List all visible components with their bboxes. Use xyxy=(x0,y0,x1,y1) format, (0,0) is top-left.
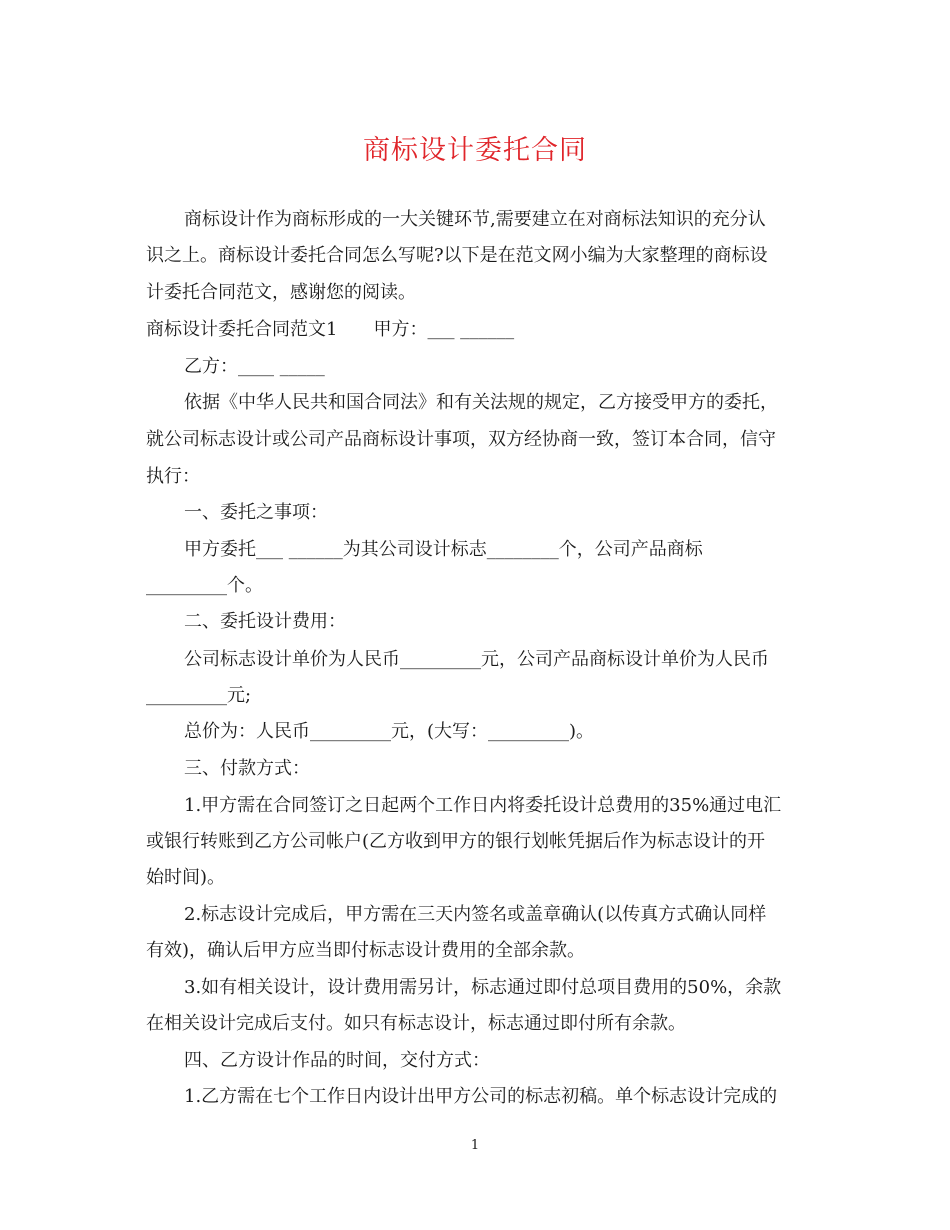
paragraph-line: _________个。 xyxy=(146,575,263,596)
paragraph-line: 乙方：____ _____ xyxy=(184,356,325,377)
paragraph-line: 就公司标志设计或公司产品商标设计事项，双方经协商一致，签订本合同，信守 xyxy=(146,429,776,450)
paragraph-line: 始时间)。 xyxy=(146,867,226,888)
paragraph-line: 识之上。商标设计委托合同怎么写呢?以下是在范文网小编为大家整理的商标设 xyxy=(146,245,768,266)
paragraph-line: 执行： xyxy=(146,466,200,487)
paragraph-line: 2.标志设计完成后，甲方需在三天内签名或盖章确认(以传真方式确认同样 xyxy=(184,904,767,925)
section-heading: 一、委托之事项： xyxy=(184,502,328,523)
section-heading: 二、委托设计费用： xyxy=(184,611,346,632)
paragraph-line: 3.如有相关设计，设计费用需另计，标志通过即付总项目费用的50%，余款 xyxy=(184,977,782,998)
paragraph-line: _________元; xyxy=(146,685,252,706)
paragraph-line: 总价为：人民币_________元，(大写：_________)。 xyxy=(184,721,595,742)
page-number: 1 xyxy=(470,1138,480,1153)
paragraph-line: 1.乙方需在七个工作日内设计出甲方公司的标志初稿。单个标志设计完成的 xyxy=(184,1086,778,1107)
section-heading: 三、付款方式： xyxy=(184,758,310,779)
paragraph-line: 商标设计委托合同范文1 甲方：___ ______ xyxy=(146,319,515,340)
paragraph-line: 商标设计作为商标形成的一大关键环节,需要建立在对商标法知识的充分认 xyxy=(184,209,766,230)
paragraph-line: 公司标志设计单价为人民币_________元，公司产品商标设计单价为人民币 xyxy=(184,649,769,670)
document-title: 商标设计委托合同 xyxy=(363,135,587,166)
paragraph-line: 计委托合同范文，感谢您的阅读。 xyxy=(146,282,416,303)
paragraph-line: 有效)，确认后甲方应当即付标志设计费用的全部余款。 xyxy=(146,940,586,961)
paragraph-line: 或银行转账到乙方公司帐户(乙方收到甲方的银行划帐凭据后作为标志设计的开 xyxy=(146,831,766,852)
paragraph-line: 依据《中华人民共和国合同法》和有关法规的规定，乙方接受甲方的委托， xyxy=(184,392,778,413)
paragraph-line: 在相关设计完成后支付。如只有标志设计，标志通过即付所有余款。 xyxy=(146,1013,686,1034)
paragraph-line: 甲方委托___ ______为其公司设计标志________个，公司产品商标 xyxy=(184,539,703,560)
section-heading: 四、乙方设计作品的时间，交付方式： xyxy=(184,1050,490,1071)
paragraph-line: 1.甲方需在合同签订之日起两个工作日内将委托设计总费用的35%通过电汇 xyxy=(184,795,782,816)
